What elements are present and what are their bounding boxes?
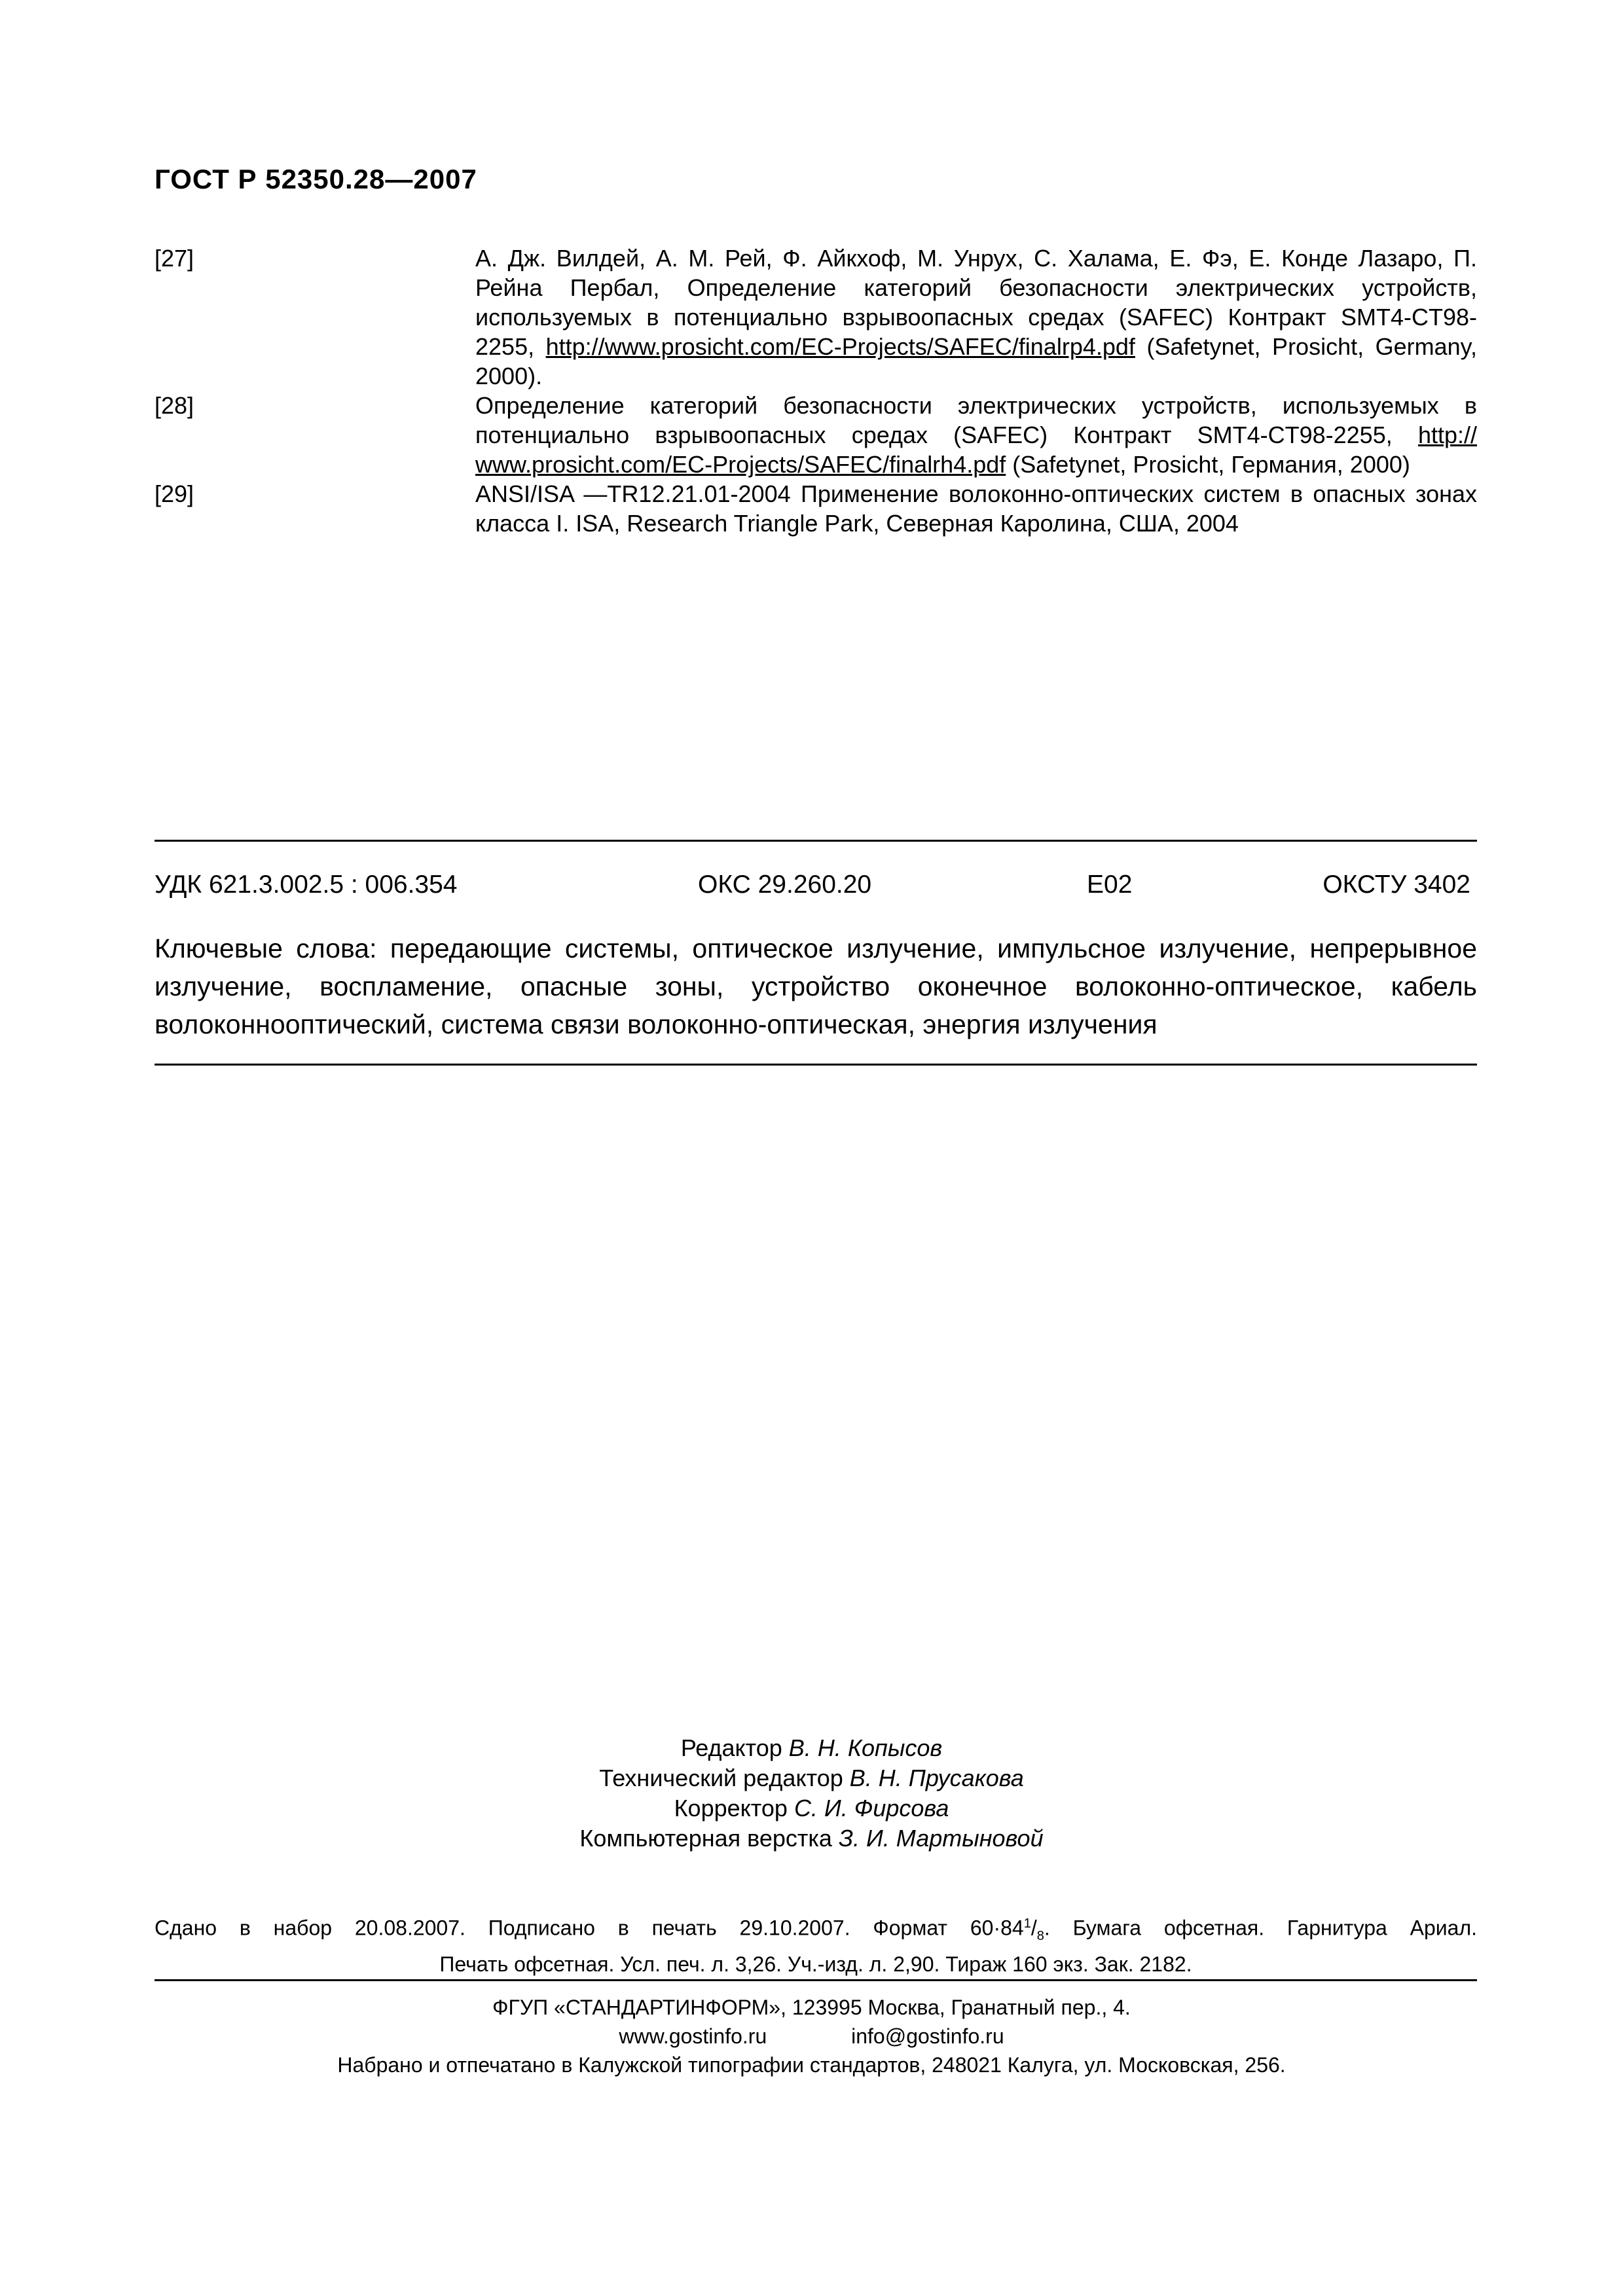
credit-name: В. Н. Копысов — [788, 1734, 943, 1761]
credit-role: Редактор — [680, 1734, 782, 1761]
credit-name: С. И. Фирсова — [793, 1795, 949, 1821]
credit-role: Технический редактор — [599, 1765, 843, 1791]
reference-body: ANSI/ISA —TR12.21.01-2004 Применение волоконно-оптических систем в опасных зонах класса I. ISA, Research Triangle Park, Северная Каролина, США, 2004 — [475, 480, 1477, 537]
print-info-text: . Бумага офсетная. Гарнитура Ариал. — [1044, 1916, 1478, 1940]
reference-body: Определение категорий безопасности электрических устройств, используемых в потенциально взрывоопасных средах (SAFEC) Контракт SMT4-CT98-2255, — [475, 392, 1477, 448]
credit-role: Компьютерная верстка — [579, 1825, 832, 1852]
document-header: ГОСТ Р 52350.28—2007 — [155, 164, 477, 194]
credit-line — [0, 1763, 1623, 1793]
credit-name: З. И. Мартыновой — [838, 1825, 1044, 1852]
format-fraction-denominator: 8 — [1036, 1929, 1044, 1944]
reference-number: [27] — [155, 245, 194, 272]
group-code: Е02 — [1087, 870, 1133, 899]
classification-row — [155, 870, 1477, 903]
reference-body: А. Дж. Вилдей, А. М. Рей, Ф. Айкхоф, М. Унрух, С. Халама, Е. Фэ, Е. Конде Лазаро, П. Рейна Пербал, Определение категорий безопасности электрических устройств, используемых в потенциально взрывоопасных средах (SAFEC) Контракт SMT4-CT98-2255, — [475, 245, 1477, 360]
credit-line — [0, 1823, 1623, 1854]
print-info-line2: Печать офсетная. Усл. печ. л. 3,26. Уч.-изд. л. 2,90. Тираж 160 экз. Зак. 2182. — [439, 1952, 1192, 1977]
print-info-text: Сдано в набор 20.08.2007. Подписано в печать 29.10.2007. Формат 60·84 — [155, 1916, 1024, 1940]
publisher-address: ФГУП «СТАНДАРТИНФОРМ», 123995 Москва, Гранатный пер., 4. — [492, 1996, 1131, 2019]
credit-line — [0, 1793, 1623, 1823]
credit-line — [0, 1733, 1623, 1763]
reference-tail: (Safetynet, Prosicht, Германия, 2000) — [1006, 451, 1410, 478]
printing-house: Набрано и отпечатано в Калужской типографии стандартов, 248021 Калуга, ул. Московская, 256. — [337, 2053, 1286, 2077]
publisher-email[interactable]: info@gostinfo.ru — [851, 2024, 1004, 2048]
publisher-contacts — [0, 2022, 1623, 2051]
reference-text — [475, 479, 1477, 538]
reference-number: [29] — [155, 480, 194, 507]
oks-code: ОКС 29.260.20 — [698, 870, 872, 899]
print-info-block — [155, 1910, 1477, 1979]
publisher-block — [0, 1993, 1623, 2079]
reference-text — [475, 243, 1477, 391]
okstu-code: ОКСТУ 3402 — [1322, 870, 1470, 899]
print-info-line1: Сдано в набор 20.08.2007. Подписано в печать 29.10.2007. Формат $60\cdot 84^1/_8$. Бумага офсетная. Гарнитура Ариал. — [155, 1916, 1478, 1944]
reference-link[interactable]: http://www.prosicht.com/EC-Projects/SAFEC/finalrp4.pdf — [545, 333, 1135, 360]
reference-link[interactable]: http:// www.prosicht.com/EC-Projects/SAFEC/finalrh4.pdf — [475, 422, 1477, 478]
reference-item — [155, 391, 1477, 479]
publisher-website[interactable]: www.gostinfo.ru — [619, 2024, 767, 2048]
reference-text — [475, 391, 1477, 479]
keywords-paragraph: Ключевые слова: передающие системы, оптическое излучение, импульсное излучение, непрерывное излучение, воспламение, опасные зоны, устройство оконечное волоконно-оптическое, кабель волоконнооптический, система связи волоконно-оптическая, энергия излучения — [155, 933, 1477, 1039]
credit-name: В. Н. Прусакова — [849, 1765, 1024, 1791]
reference-item — [155, 243, 1477, 391]
reference-number: [28] — [155, 392, 194, 419]
bibliography-list — [155, 243, 1477, 538]
divider-top — [155, 840, 1477, 842]
format-fraction-numerator: 1 — [1023, 1916, 1031, 1931]
reference-item — [155, 479, 1477, 538]
divider-bottom — [155, 1979, 1477, 1981]
reference-tail: (Safetynet, Prosicht, Germany, 2000). — [475, 333, 1477, 389]
credits-block — [0, 1733, 1623, 1854]
credit-role: Корректор — [674, 1795, 788, 1821]
udk-code: УДК 621.3.002.5 : 006.354 — [155, 870, 458, 899]
divider-middle — [155, 1064, 1477, 1066]
